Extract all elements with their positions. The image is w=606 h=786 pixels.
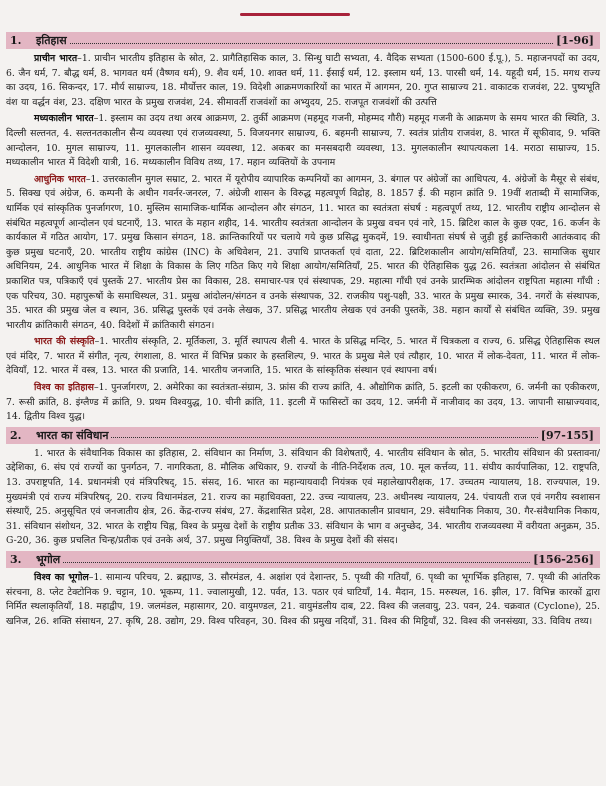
topic-list: –1. पुनर्जागरण, 2. अमेरिका का स्वतंत्रता-संग्राम, 3. फ्रांस की राज्य क्रांति, 4. औद्योगिक क्रांति, 5. इटली का एकीकरण, 6. जर्मनी का एकीकरण, 7. रूसी क्रांति, 8. इंग्लैण्ड में क्रांति, 9. प्रथम विश्वयुद्ध, 10. चीनी क्रांति, 11. इटली में फासिस्टों का उदय, 12. जर्मनी में नाजीवाद का उदय, 13. जापानी साम्राज्यवाद, 14. द्वितीय विश्व युद्ध। <box>6 382 600 423</box>
contents-page <box>6 30 600 631</box>
subheading: प्राचीन भारत <box>34 53 78 64</box>
section-number: 1. <box>10 34 22 47</box>
section-number: 3. <box>10 553 22 566</box>
topic-list: –1. इस्लाम का उदय तथा अरब आक्रमण, 2. तुर्की आक्रमण (महमूद गजनी, मोहम्मद गौरी) महमूद गजनी के आक्रमण के समय भारत की स्थिति, 3. दिल्ली सल्तनत, 4. सल्तनतकालीन सैन्य व्यवस्था एवं राजव्यवस्था, 5. विजयनगर साम्राज्य, 6. बहमनी साम्राज्य, 7. स्वतंत्र प्रांतीय राजवंश, 8. भारत में सूफीवाद, 9. भक्ति आन्दोलन, 10. मुगल साम्राज्य, 11. मुगलकालीन शासन व्यवस्था, 12. अकबर का मनसबदारी व्यवस्था, 13. मुगलकालीन स्थापत्यकला 14. मराठा साम्राज्य, 15. मध्यकालीन भारत में विदेशी यात्री, 16. मध्यकालीन विविध तथ्य, 17. महान व्यक्तियों के उपनाम <box>6 113 601 169</box>
section-title: इतिहास <box>36 34 67 47</box>
section-header-history <box>6 32 600 49</box>
topic-paragraph <box>6 335 600 379</box>
topic-paragraph <box>6 381 600 425</box>
section-title: भारत का संविधान <box>36 428 109 442</box>
subheading: मध्यकालीन भारत <box>34 113 94 125</box>
page-range: [97-155] <box>540 428 594 442</box>
page-range: [156-256] <box>533 553 594 566</box>
topic-list: –1. प्राचीन भारतीय इतिहास के स्रोत, 2. प्रागैतिहासिक काल, 3. सिन्धु घाटी सभ्यता, 4. वैदिक सभ्यता (1500-600 ई.पू.), 5. महाजनपदों का उदय, 6. जैन धर्म, 7. बौद्ध धर्म, 8. भागवत धर्म (वैष्णव धर्म), 9. शैव धर्म, 10. शाक्त धर्म, 11. ईसाई धर्म, 12. इस्लाम धर्म, 13. पारसी धर्म, 14. यहूदी धर्म, 15. मगध राज्य का उदय, 16. सिकन्दर, 17. मौर्य साम्राज्य, 18. मौर्योत्तर काल, 19. विदेशी आक्रमणकारियों का भारत में आगमन, 20. गुप्त साम्राज्य 21. वाकाटक राजवंश, 22. पुष्यभूति वंश या वर्द्धन वंश, 23. दक्षिण भारत के प्रमुख राजवंश, 24. सीमावर्ती राजवंशों का अभ्युदय, 25. राजपूत राजवंशों की उत्पत्ति <box>6 53 601 108</box>
topic-paragraph <box>6 173 600 334</box>
topic-list: –1. भारतीय संस्कृति, 2. मूर्तिकला, 3. मूर्ति स्थापत्य शैली 4. भारत के प्रसिद्ध मन्दिर, 5. भारत में चित्रकला व राज्य, 6. प्रसिद्ध ऐतिहासिक स्थल एवं मंदिर, 7. भारत में संगीत, नृत्य, रंगशाला, 8. भारत में विभिन्न प्रकार के हस्तशिल्प, 9. भारत के प्रमुख मेले एवं त्यौहार, 10. भारत में लोक-देवता, 11. भारत में लोक-देवियाँ, 12. भारत में वस्त्र, 13. भारत की प्रजाति, 14. भारतीय जनजाति, 15. भारत के सांस्कृतिक संस्थान एवं स्थापना वर्ष। <box>6 336 600 377</box>
page-range: [1-96] <box>556 34 594 47</box>
topic-list: –1. सामान्य परिचय, 2. ब्रह्माण्ड, 3. सौरमंडल, 4. अक्षांश एवं देशान्तर, 5. पृथ्वी की गतियाँ, 6. पृथ्वी का भूगर्भिक इतिहास, 7. पृथ्वी की आंतरिक संरचना, 8. प्लेट टेक्टोनिक 9. चट्टान, 10. भूकम्प, 11. ज्वालामुखी, 12. पर्वत, 13. पठार एवं घाटियाँ, 14. मैदान, 15. मरुस्थल, 16. झील, 17. विभिन्न कारकों द्वारा निर्मित स्थलाकृतियाँ, 18. महाद्वीप, 19. जलमंडल, महासागर, 20. वायुमण्डल, 21. वायुमंडलीय दाब, 22. विश्व की जलवायु, 23. पवन, 24. चक्रवात (Cyclone), 25. खनिज, 26. शक्ति संसाधन, 27. कृषि, 28. उद्योग, 29. विश्व परिवहन, 30. विश्व की प्रमुख नदियाँ, 31. विश्व की मिट्टियाँ, 32. विश्व की जनसंख्या, 33. विविध तथ्य। <box>6 572 601 627</box>
subheading: आधुनिक भारत <box>34 173 86 185</box>
top-decorative-rule <box>240 13 350 16</box>
topic-list: 1. भारत के संवैधानिक विकास का इतिहास, 2. संविधान का निर्माण, 3. संविधान की विशेषताएँ, 4. भारतीय संविधान के स्रोत, 5. भारतीय संविधान की प्रस्तावना/उद्देशिका, 6. संघ एवं राज्यों का पुनर्गठन, 7. नागरिकता, 8. मौलिक अधिकार, 9. राज्यों के नीति-निर्देशक तत्व, 10. मूल कर्त्तव्य, 11. संघीय कार्यपालिका, 12. राष्ट्रपति, 13. उपराष्ट्रपति, 14. प्रधानमंत्री एवं मंत्रिपरिषद्, 15. संसद, 16. भारत का महान्यायवादी नियंत्रक एवं महालेखापरीक्षक, 17. उच्चतम न्यायालय, 18. राज्यपाल, 19. मुख्यमंत्री एवं राज्य मंत्रिपरिषद्, 20. राज्य विधानमंडल, 21. राज्य का महाधिवक्ता, 22. उच्च न्यायालय, 23. अधीनस्थ न्यायालय, 24. पंचायती राज एवं नगरीय स्वशासन संस्थाएँ, 25. अनुसूचित एवं जनजातीय क्षेत्र, 26. केंद्र-राज्य संबंध, 27. केंद्रशासित प्रदेश, 28. आपातकालीन प्रावधान, 29. संवैधानिक निकाय, 30. गैर-संवैधानिक निकाय, 31. संविधान संशोधन, 32. भारत के राष्ट्रीय चिह्न, विश्व के प्रमुख देशों के राष्ट्रीय प्रतीक 33. संविधान के भाग व अनुच्छेद, 34. भारतीय राजव्यवस्था में वरीयता अनुक्रम, 35. G-20, 36. कुछ प्रचलित चिन्ह/प्रतीक एवं उनके अर्थ, 37. प्रमुख नियुक्तियाँ, 38. विश्व के प्रमुख देशों की संसद। <box>6 447 600 547</box>
subheading: भारत की संस्कृति <box>34 336 95 348</box>
topic-list: –1. उत्तरकालीन मुगल सम्राट, 2. भारत में यूरोपीय व्यापारिक कम्पनियों का आगमन, 3. बंगाल पर अंग्रेजों का आधिपत्य, 4. अंग्रेजों के मैसूर से संबंध, 5. सिक्ख एवं अंग्रेज, 6. कम्पनी के अधीन गवर्नर-जनरल, 7. अंग्रेजी शासन के विरुद्ध महत्वपूर्ण विद्रोह, 8. 1857 ई. की महान क्रांति 9. 19वीं शताब्दी में सामाजिक, धार्मिक एवं सांस्कृतिक पुनर्जागरण, 10. मुस्लिम सामाजिक-धार्मिक आन्दोलन और संगठन, 11. भारत का स्वतंत्रता संघर्ष : महत्वपूर्ण तथ्य, 12. भारतीय राष्ट्रीय आन्दोलन से संबंधित महत्वपूर्ण आन्दोलन एवं घटनाएँ, 13. भारत के महान शहीद, 14. भारतीय स्वतंत्रता आन्दोलन के प्रमुख वचन एवं नारे, 15. ब्रिटिश काल के कुछ एक्ट, 16. कर्जन के कार्यकाल में गठित आयोग, 17. प्रमुख किसान संगठन, 18. क्रान्तिकारियों पर चलाये गये कुछ प्रसिद्ध मुकदमें, 19. स्वाधीनता संघर्ष से जुड़ी हुई क्रान्तिकारी आतंकवाद की कुछ प्रमुख घटनाएँ, 20. भारतीय राष्ट्रीय कांग्रेस (INC) के अधिवेशन, 21. उपाधि प्राप्तकर्ता एवं दाता, 22. ब्रिटिशकालीन आयोग/समितियाँ, 23. सामाजिक सुधार अधिनियम, 24. आधुनिक भारत में शिक्षा के विकास के लिए गठित किए गये शिक्षा आयोग/समितियाँ, 25. भारत की ऐतिहासिक युद्ध 26. स्वतंत्रता आंदोलन से संबंधित प्रकाशित पत्र, पत्रिकाएँ एवं पुस्तकें 27. भारतीय प्रेस का विकास, 28. समाचार-पत्र एवं संस्थापक, 29. महात्मा गाँधी एवं उनके प्रारम्भिक आंदोलन राष्ट्रपिता महात्मा गाँधी : एक परिचय, 30. महापुरूषों के समाधिस्थल, 31. प्रमुख आंदोलन/संगठन व उनके संस्थापक, 32. राजकीय पशु-पक्षी, 33. भारत के प्रमुख स्मारक, 34. नगरों के संस्थापक, 35. भारत की प्रमुख जेल व स्थान, 36. प्रसिद्ध पुस्तकें एवं उनके लेखक, 37. प्रसिद्ध भारतीय लेखक एवं उनकी पुस्तकें, 38. महान कार्यों से संबंधित व्यक्ति, 39. प्रमुख भारतीय क्रांतिकारी संगठन, 40. विदेशों में क्रांतिकारी संगठन। <box>6 173 600 331</box>
subheading: विश्व का भूगोल <box>34 572 89 583</box>
topic-paragraph <box>6 447 600 549</box>
topic-paragraph <box>6 112 600 170</box>
section-number: 2. <box>10 428 22 442</box>
dot-leader <box>70 35 553 44</box>
section-header-geography <box>6 551 600 568</box>
subheading: विश्व का इतिहास <box>34 382 94 394</box>
dot-leader <box>63 554 530 563</box>
dot-leader <box>111 429 537 438</box>
section-header-constitution <box>6 427 600 444</box>
section-title: भूगोल <box>36 553 61 566</box>
topic-paragraph <box>6 571 600 629</box>
topic-paragraph <box>6 52 600 110</box>
